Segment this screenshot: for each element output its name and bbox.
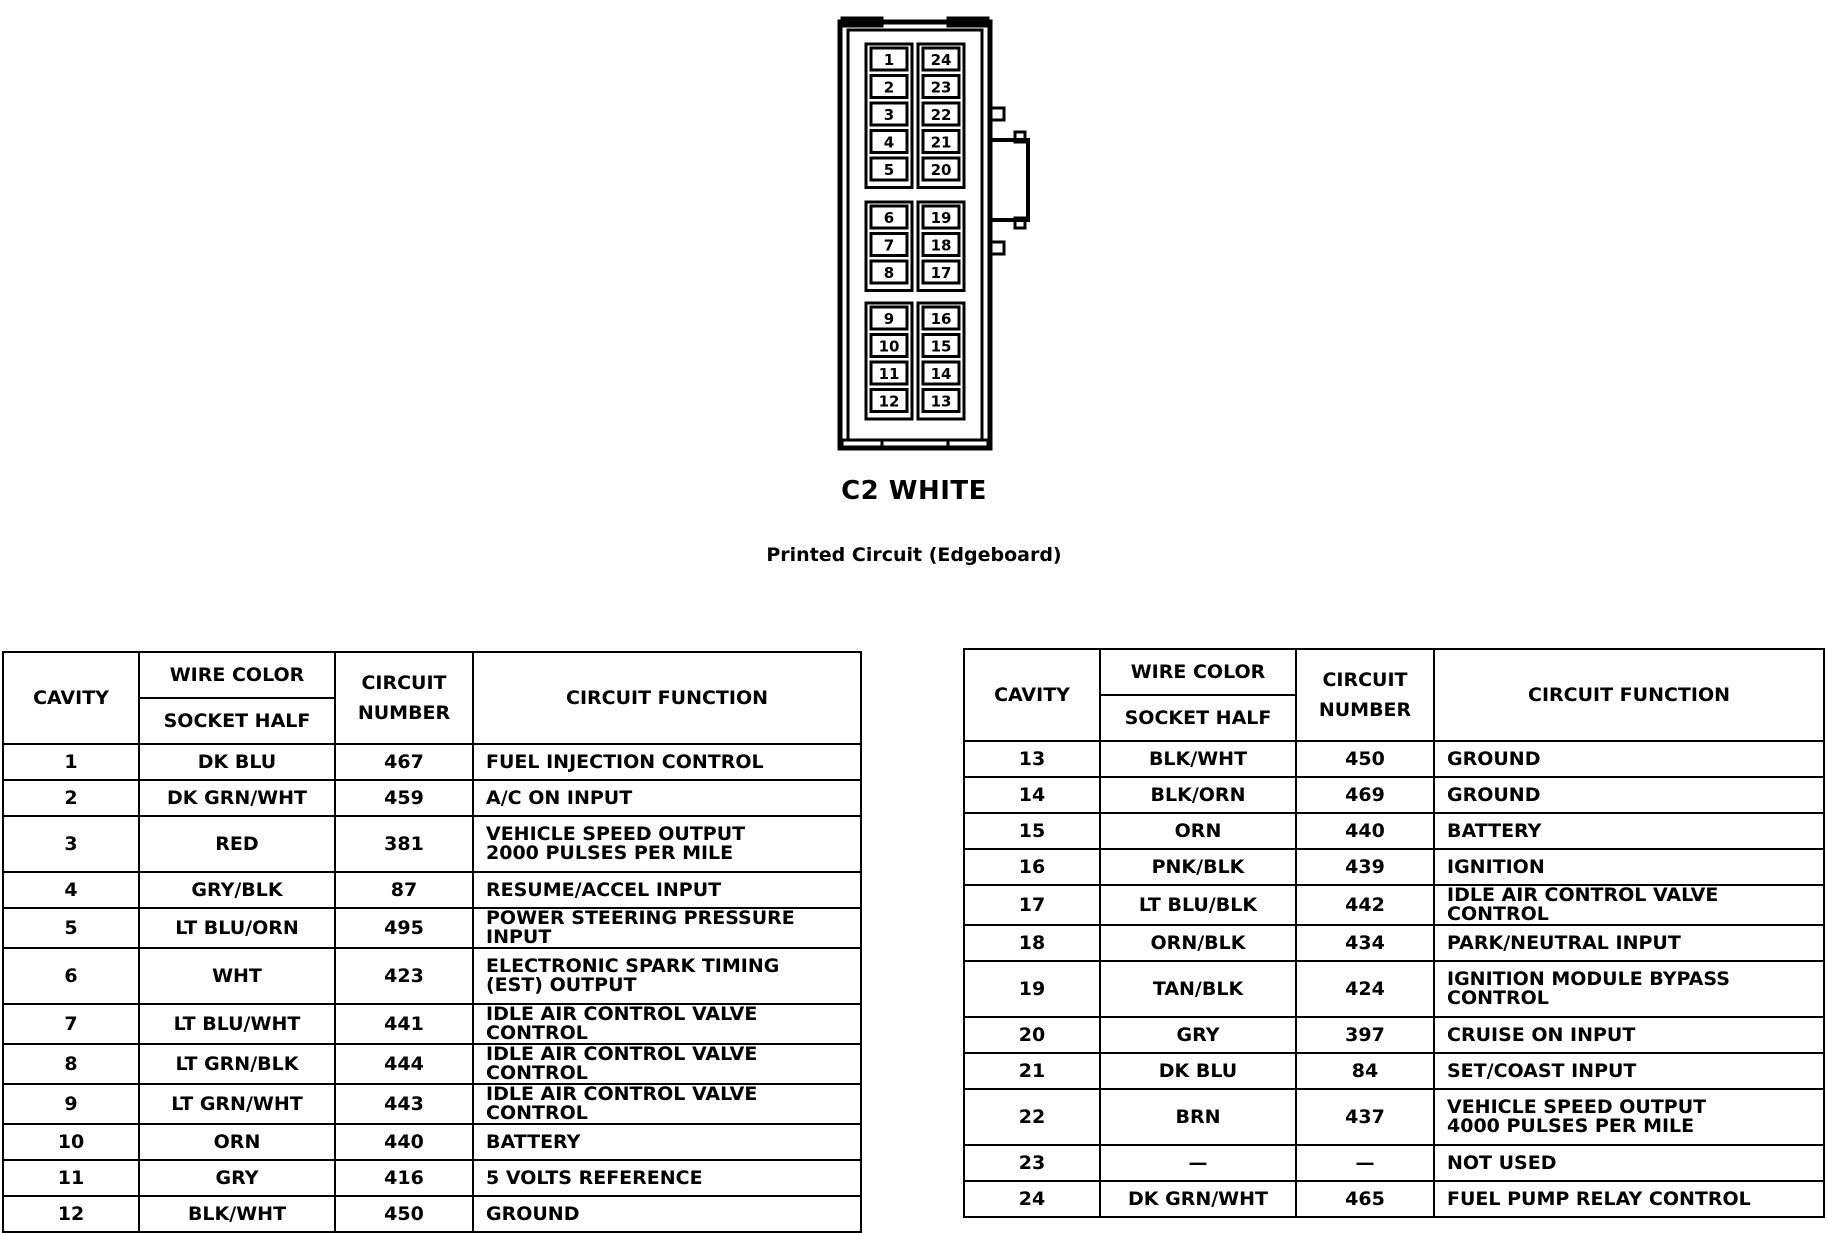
cell-circuit-function: SET/COAST INPUT xyxy=(1434,1053,1824,1089)
cell-wire-color: TAN/BLK xyxy=(1100,961,1296,1017)
cell-wire-color: GRY xyxy=(1100,1017,1296,1053)
cell-circuit-function: CRUISE ON INPUT xyxy=(1434,1017,1824,1053)
cell-cavity: 10 xyxy=(3,1124,139,1160)
header-circuit-function: CIRCUIT FUNCTION xyxy=(1434,649,1824,741)
cell-wire-color: DK GRN/WHT xyxy=(1100,1181,1296,1217)
cell-wire-color: WHT xyxy=(139,948,335,1004)
cell-cavity: 17 xyxy=(964,885,1100,925)
pin-label: 3 xyxy=(883,106,895,124)
connector-subtitle: Printed Circuit (Edgeboard) xyxy=(766,544,1062,566)
pin-label: 15 xyxy=(930,337,952,356)
table-row xyxy=(964,961,1824,1017)
pin-cavity-group xyxy=(866,44,964,419)
cell-wire-color: LT BLU/ORN xyxy=(139,908,335,948)
cell-wire-color: LT GRN/WHT xyxy=(139,1084,335,1124)
pin-table-left xyxy=(2,651,862,1233)
cell-circuit-number: 87 xyxy=(335,872,473,908)
header-wire-color: WIRE COLOR xyxy=(1100,649,1296,695)
cell-circuit-number: 443 xyxy=(335,1084,473,1124)
cell-circuit-function: IDLE AIR CONTROL VALVE CONTROL xyxy=(473,1004,861,1044)
table-row xyxy=(3,744,861,780)
table-row xyxy=(964,1089,1824,1145)
cell-circuit-function: FUEL PUMP RELAY CONTROL xyxy=(1434,1181,1824,1217)
pin-label: 24 xyxy=(930,51,952,69)
cell-wire-color: LT BLU/BLK xyxy=(1100,885,1296,925)
cell-circuit-number: 469 xyxy=(1296,777,1434,813)
cell-circuit-number: 440 xyxy=(1296,813,1434,849)
cell-circuit-function: GROUND xyxy=(473,1196,861,1232)
latch xyxy=(948,440,988,448)
cell-circuit-function: NOT USED xyxy=(1434,1145,1824,1181)
cell-circuit-number: 437 xyxy=(1296,1089,1434,1145)
header-socket-half: SOCKET HALF xyxy=(139,698,335,744)
cell-circuit-function: POWER STEERING PRESSURE INPUT xyxy=(473,908,861,948)
pin-label: 10 xyxy=(878,337,900,356)
cell-circuit-function: IGNITION MODULE BYPASS CONTROL xyxy=(1434,961,1824,1017)
cell-circuit-number: 423 xyxy=(335,948,473,1004)
pin-label: 18 xyxy=(930,236,952,255)
cell-cavity: 14 xyxy=(964,777,1100,813)
cell-circuit-number: 440 xyxy=(335,1124,473,1160)
cell-wire-color: DK BLU xyxy=(1100,1053,1296,1089)
cell-cavity: 19 xyxy=(964,961,1100,1017)
cell-circuit-number: 439 xyxy=(1296,849,1434,885)
table-row xyxy=(3,1004,861,1044)
pin-label: 11 xyxy=(878,365,900,383)
cell-wire-color: — xyxy=(1100,1145,1296,1181)
cell-circuit-function: ELECTRONIC SPARK TIMING (EST) OUTPUT xyxy=(473,948,861,1004)
header-wire-color: WIRE COLOR xyxy=(139,652,335,698)
pin-label: 20 xyxy=(930,161,952,179)
cell-cavity: 13 xyxy=(964,741,1100,777)
cell-cavity: 7 xyxy=(3,1004,139,1044)
cell-circuit-function: VEHICLE SPEED OUTPUT 2000 PULSES PER MILE xyxy=(473,816,861,872)
cell-circuit-function: IDLE AIR CONTROL VALVE CONTROL xyxy=(473,1044,861,1084)
cell-circuit-function: GROUND xyxy=(1434,741,1824,777)
cell-circuit-function: VEHICLE SPEED OUTPUT 4000 PULSES PER MILE xyxy=(1434,1089,1824,1145)
table-row xyxy=(964,1145,1824,1181)
pin-label: 12 xyxy=(878,392,900,411)
key-tab xyxy=(1015,132,1025,142)
pin-label: 7 xyxy=(883,236,895,255)
table-row xyxy=(3,1196,861,1232)
pin-table-right-body xyxy=(964,741,1824,1217)
cell-circuit-function: RESUME/ACCEL INPUT xyxy=(473,872,861,908)
cell-wire-color: GRY xyxy=(139,1160,335,1196)
table-row xyxy=(964,1181,1824,1217)
cell-cavity: 24 xyxy=(964,1181,1100,1217)
cell-circuit-number: 441 xyxy=(335,1004,473,1044)
cell-wire-color: ORN xyxy=(139,1124,335,1160)
cell-circuit-number: 381 xyxy=(335,816,473,872)
cell-circuit-number: 465 xyxy=(1296,1181,1434,1217)
cell-cavity: 15 xyxy=(964,813,1100,849)
cell-cavity: 18 xyxy=(964,925,1100,961)
table-row xyxy=(3,780,861,816)
table-row xyxy=(3,1160,861,1196)
latch xyxy=(842,440,882,448)
pin-label: 2 xyxy=(883,78,895,97)
cell-circuit-number: 397 xyxy=(1296,1017,1434,1053)
pin-label: 13 xyxy=(930,392,952,411)
table-row xyxy=(3,1084,861,1124)
pin-label: 23 xyxy=(930,78,952,97)
connector-diagram xyxy=(820,10,1080,460)
table-row xyxy=(964,813,1824,849)
cell-circuit-number: 434 xyxy=(1296,925,1434,961)
pin-label: 22 xyxy=(930,106,952,124)
cell-circuit-function: PARK/NEUTRAL INPUT xyxy=(1434,925,1824,961)
cell-circuit-function: IGNITION xyxy=(1434,849,1824,885)
pin-label: 19 xyxy=(930,209,952,227)
cell-cavity: 8 xyxy=(3,1044,139,1084)
cell-cavity: 1 xyxy=(3,744,139,780)
cell-circuit-number: 459 xyxy=(335,780,473,816)
header-circuit-number: CIRCUIT NUMBER xyxy=(1296,649,1434,741)
cell-circuit-function: GROUND xyxy=(1434,777,1824,813)
cell-cavity: 9 xyxy=(3,1084,139,1124)
cell-cavity: 6 xyxy=(3,948,139,1004)
pin-label: 8 xyxy=(883,264,895,282)
table-row xyxy=(3,816,861,872)
pin-label: 5 xyxy=(883,161,895,179)
table-row xyxy=(964,849,1824,885)
table-row xyxy=(3,872,861,908)
table-row xyxy=(964,777,1824,813)
key-tab xyxy=(1015,218,1025,228)
cell-cavity: 23 xyxy=(964,1145,1100,1181)
cell-cavity: 12 xyxy=(3,1196,139,1232)
cell-cavity: 5 xyxy=(3,908,139,948)
cell-cavity: 20 xyxy=(964,1017,1100,1053)
header-cavity: CAVITY xyxy=(3,652,139,744)
cell-cavity: 11 xyxy=(3,1160,139,1196)
table-row xyxy=(3,1124,861,1160)
cell-cavity: 22 xyxy=(964,1089,1100,1145)
header-circuit-number: CIRCUIT NUMBER xyxy=(335,652,473,744)
cell-wire-color: LT BLU/WHT xyxy=(139,1004,335,1044)
table-row xyxy=(3,908,861,948)
cell-wire-color: BLK/WHT xyxy=(1100,741,1296,777)
housing-outer xyxy=(840,22,990,448)
cell-circuit-number: — xyxy=(1296,1145,1434,1181)
cell-circuit-function: FUEL INJECTION CONTROL xyxy=(473,744,861,780)
pin-label: 17 xyxy=(930,264,952,282)
pin-label: 4 xyxy=(883,133,895,152)
cell-cavity: 3 xyxy=(3,816,139,872)
cell-circuit-number: 450 xyxy=(335,1196,473,1232)
cell-wire-color: LT GRN/BLK xyxy=(139,1044,335,1084)
table-row xyxy=(3,948,861,1004)
header-socket-half: SOCKET HALF xyxy=(1100,695,1296,741)
table-row xyxy=(964,1017,1824,1053)
pin-label: 1 xyxy=(883,51,895,69)
cell-circuit-number: 442 xyxy=(1296,885,1434,925)
pin-table-left-body xyxy=(3,744,861,1232)
table-row xyxy=(3,1044,861,1084)
cell-wire-color: GRY/BLK xyxy=(139,872,335,908)
pin-table-right xyxy=(963,648,1825,1218)
cell-wire-color: DK GRN/WHT xyxy=(139,780,335,816)
pin-label: 16 xyxy=(930,310,952,328)
table-row xyxy=(964,885,1824,925)
cell-wire-color: DK BLU xyxy=(139,744,335,780)
pin-label: 9 xyxy=(883,310,895,328)
cell-circuit-function: 5 VOLTS REFERENCE xyxy=(473,1160,861,1196)
key-block xyxy=(990,140,1028,220)
cell-cavity: 16 xyxy=(964,849,1100,885)
cell-wire-color: BLK/WHT xyxy=(139,1196,335,1232)
header-cavity: CAVITY xyxy=(964,649,1100,741)
table-row xyxy=(964,925,1824,961)
cell-wire-color: BRN xyxy=(1100,1089,1296,1145)
cell-circuit-number: 416 xyxy=(335,1160,473,1196)
cell-wire-color: ORN xyxy=(1100,813,1296,849)
cell-circuit-function: IDLE AIR CONTROL VALVE CONTROL xyxy=(473,1084,861,1124)
table-row xyxy=(964,1053,1824,1089)
cell-circuit-number: 444 xyxy=(335,1044,473,1084)
cell-circuit-number: 450 xyxy=(1296,741,1434,777)
pin-label: 14 xyxy=(930,365,952,383)
pin-label: 21 xyxy=(930,133,952,152)
cell-wire-color: PNK/BLK xyxy=(1100,849,1296,885)
connector-title: C2 WHITE xyxy=(841,476,987,506)
cell-circuit-number: 467 xyxy=(335,744,473,780)
cell-circuit-function: A/C ON INPUT xyxy=(473,780,861,816)
cell-circuit-function: BATTERY xyxy=(473,1124,861,1160)
cell-circuit-number: 495 xyxy=(335,908,473,948)
cell-circuit-function: BATTERY xyxy=(1434,813,1824,849)
cell-cavity: 21 xyxy=(964,1053,1100,1089)
cell-cavity: 2 xyxy=(3,780,139,816)
header-circuit-function: CIRCUIT FUNCTION xyxy=(473,652,861,744)
table-row xyxy=(964,741,1824,777)
cell-wire-color: BLK/ORN xyxy=(1100,777,1296,813)
cell-wire-color: ORN/BLK xyxy=(1100,925,1296,961)
cell-wire-color: RED xyxy=(139,816,335,872)
cell-circuit-number: 424 xyxy=(1296,961,1434,1017)
pin-label: 6 xyxy=(883,209,895,227)
cell-circuit-function: IDLE AIR CONTROL VALVE CONTROL xyxy=(1434,885,1824,925)
housing-inner xyxy=(848,30,982,440)
cell-cavity: 4 xyxy=(3,872,139,908)
cell-circuit-number: 84 xyxy=(1296,1053,1434,1089)
